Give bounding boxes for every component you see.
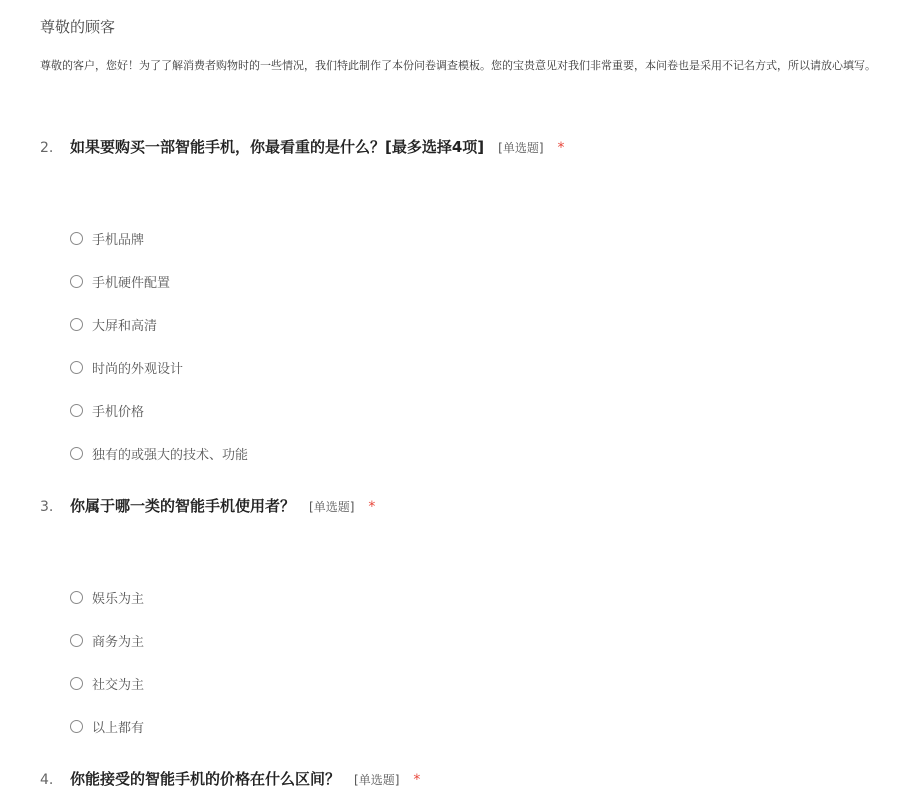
radio-button[interactable] (70, 404, 83, 417)
required-marker: * (413, 772, 421, 788)
option-label: 时尚的外观设计 (92, 362, 184, 377)
option-item[interactable] (70, 717, 144, 736)
option-item[interactable] (70, 588, 144, 607)
survey-intro: 尊敬的客户，您好！为了了解消费者购物时的一些情况，我们特此制作了本份问卷调查模板。您的宝贵意见对我们非常重要，本问卷也是采用不记名方式，所以请放心填写。 (40, 59, 876, 72)
option-label: 大屏和高清 (92, 319, 158, 334)
option-label: 商务为主 (92, 635, 145, 650)
question-4 (40, 768, 900, 789)
question-number: 2. (40, 140, 54, 156)
option-item[interactable] (70, 631, 144, 650)
radio-button[interactable] (70, 275, 83, 288)
question-text: 你能接受的智能手机的价格在什么区间？ (70, 770, 341, 788)
question-number: 4. (40, 772, 54, 788)
option-item[interactable] (70, 401, 144, 420)
survey-title: 尊敬的顾客 (40, 18, 116, 36)
option-label: 手机价格 (92, 405, 145, 420)
option-label: 手机硬件配置 (92, 276, 171, 291)
required-marker: * (368, 499, 376, 515)
question-header (40, 768, 900, 789)
question-header (40, 495, 900, 516)
option-label: 以上都有 (92, 721, 145, 736)
option-label: 社交为主 (92, 678, 145, 693)
question-text: 你属于哪一类的智能手机使用者？ (70, 497, 296, 515)
question-type-label: [单选题] (354, 773, 400, 787)
question-number: 3. (40, 499, 54, 515)
radio-button[interactable] (70, 677, 83, 690)
question-type-label: [单选题] (309, 500, 355, 514)
question-header (40, 136, 900, 157)
option-item[interactable] (70, 444, 248, 463)
option-item[interactable] (70, 229, 144, 248)
radio-button[interactable] (70, 361, 83, 374)
option-item[interactable] (70, 674, 144, 693)
radio-button[interactable] (70, 634, 83, 647)
question-type-label: [单选题] (498, 141, 544, 155)
question-2 (40, 136, 900, 463)
radio-button[interactable] (70, 447, 83, 460)
option-item[interactable] (70, 272, 170, 291)
radio-button[interactable] (70, 318, 83, 331)
question-text: 如果要购买一部智能手机，你最看重的是什么？[最多选择4项] (70, 138, 485, 156)
required-marker: * (557, 140, 565, 156)
option-label: 独有的或强大的技术、功能 (92, 448, 249, 463)
radio-button[interactable] (70, 591, 83, 604)
question-3 (40, 495, 900, 736)
radio-button[interactable] (70, 232, 83, 245)
option-item[interactable] (70, 315, 157, 334)
option-label: 娱乐为主 (92, 592, 145, 607)
option-label: 手机品牌 (92, 233, 145, 248)
option-item[interactable] (70, 358, 183, 377)
radio-button[interactable] (70, 720, 83, 733)
